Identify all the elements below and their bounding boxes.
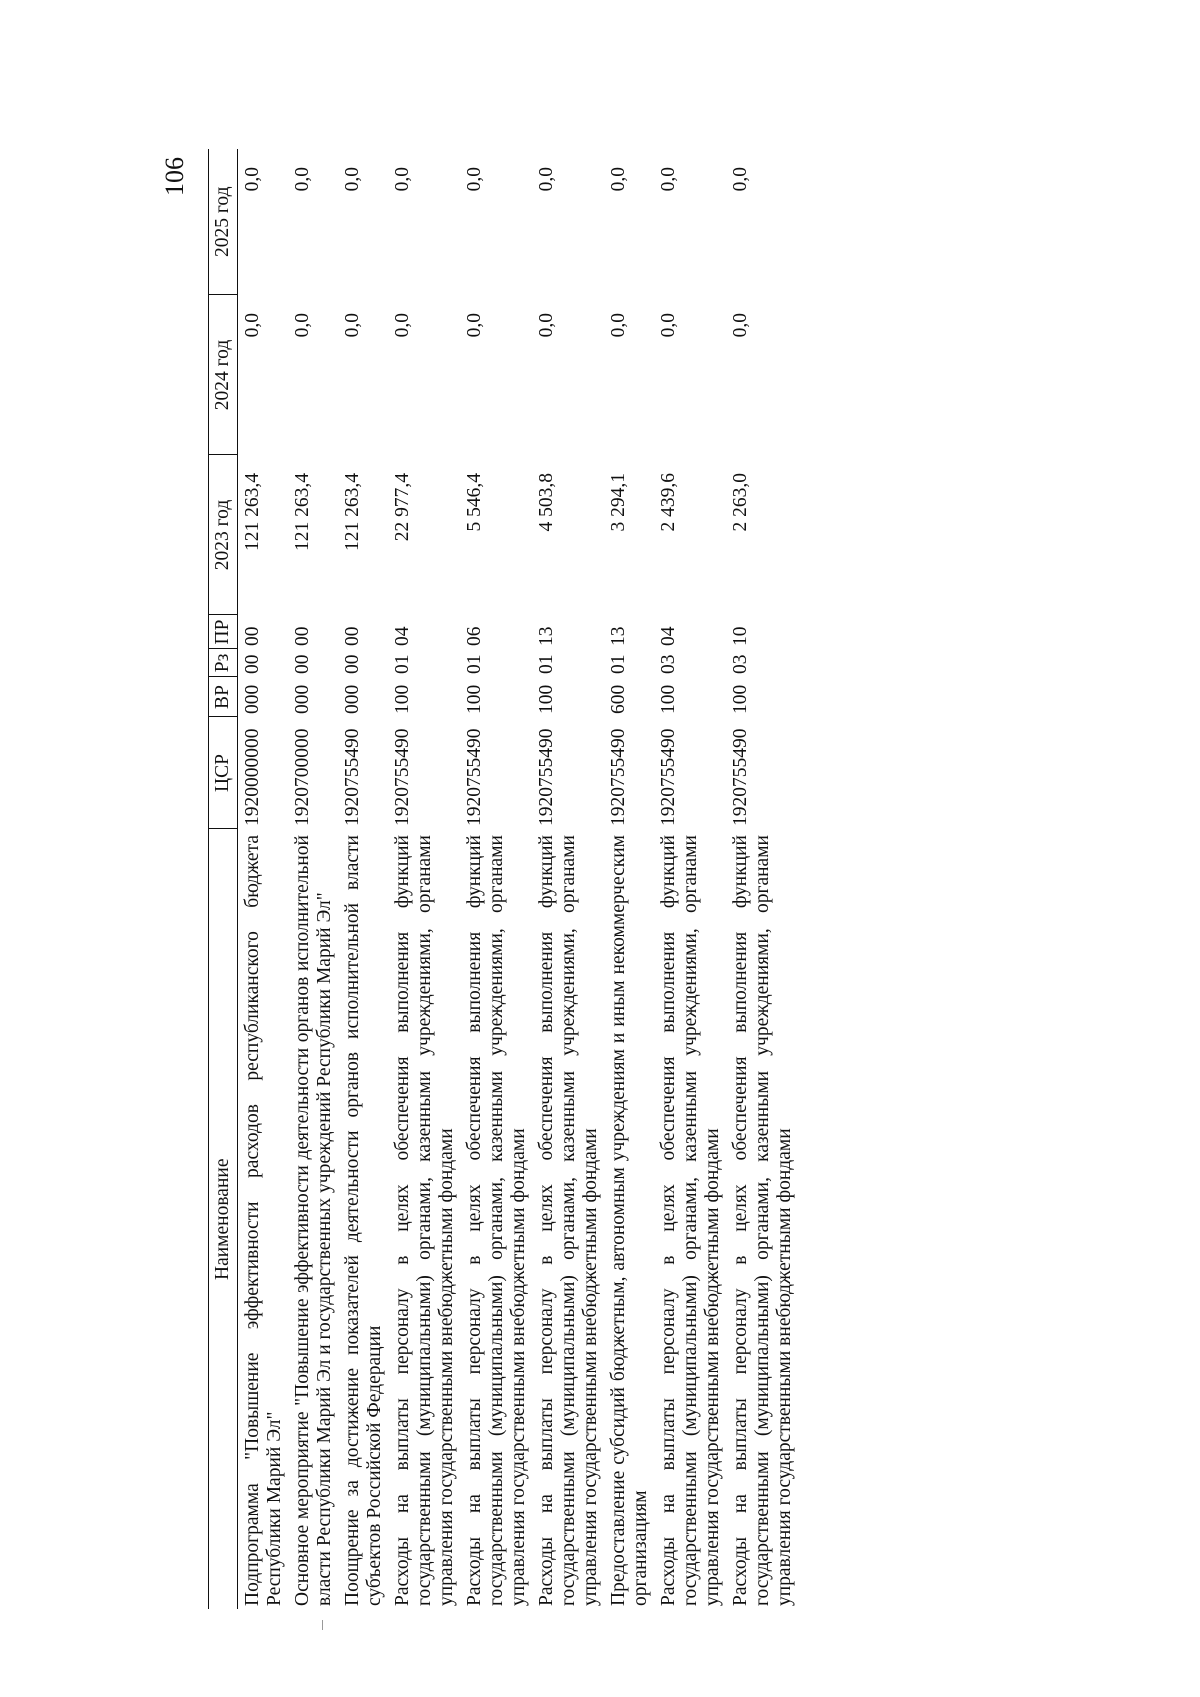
- header-name: Наименование: [209, 829, 238, 1609]
- row-2024: 0,0: [292, 313, 313, 338]
- row-2023: 22 977,4: [392, 473, 413, 542]
- table-row: [238, 149, 289, 1609]
- row-2023: 4 503,8: [536, 473, 557, 532]
- table-row: [604, 149, 654, 1609]
- row-2023: 5 546,4: [464, 473, 485, 532]
- budget-table: [208, 149, 798, 1609]
- row-rz: 00: [292, 654, 313, 674]
- row-pr: 00: [342, 626, 363, 646]
- document-page: [160, 149, 988, 1609]
- table-row: [532, 149, 604, 1609]
- row-name: Расходы на выплаты персоналу в целях обеспечения выполнения функций государственными (муниципальными) органами, казенными учреждениями, органами управления государственными внебюджетными фондами: [658, 835, 723, 1606]
- table-row: [288, 149, 338, 1609]
- row-vr: 000: [292, 684, 313, 714]
- row-2024: 0,0: [464, 313, 485, 338]
- page-number: 106: [160, 157, 189, 196]
- row-name: Поощрение за достижение показателей деятельности органов исполнительной власти субъектов Российской Федерации: [342, 835, 385, 1606]
- row-rz: 03: [658, 654, 679, 674]
- row-2024: 0,0: [536, 313, 557, 338]
- row-csr: 1920755490: [608, 728, 629, 826]
- row-2024: 0,0: [342, 313, 363, 338]
- row-name: Расходы на выплаты персоналу в целях обеспечения выполнения функций государственными (муниципальными) органами, казенными учреждениями, органами управления государственными внебюджетными фондами: [464, 835, 529, 1606]
- row-pr: 00: [292, 626, 313, 646]
- row-2023: 2 439,6: [658, 473, 679, 532]
- row-csr: 1920000000: [242, 728, 263, 826]
- row-2025: 0,0: [536, 167, 557, 192]
- row-2024: 0,0: [392, 313, 413, 338]
- table-row: [388, 149, 460, 1609]
- row-2024: 0,0: [730, 313, 751, 338]
- header-2025: 2025 год: [209, 149, 238, 295]
- row-2025: 0,0: [242, 167, 263, 192]
- row-vr: 100: [730, 684, 751, 714]
- row-pr: 10: [730, 626, 751, 646]
- table-header-row: [209, 149, 238, 1609]
- row-2023: 3 294,1: [608, 473, 629, 532]
- row-rz: 01: [608, 654, 629, 674]
- row-vr: 100: [536, 684, 557, 714]
- row-2025: 0,0: [730, 167, 751, 192]
- row-2025: 0,0: [608, 167, 629, 192]
- row-csr: 1920755490: [730, 728, 751, 826]
- row-2023: 121 263,4: [292, 473, 313, 551]
- row-vr: 100: [464, 684, 485, 714]
- row-csr: 1920755490: [392, 728, 413, 826]
- row-name: Расходы на выплаты персоналу в целях обеспечения выполнения функций государственными (муниципальными) органами, казенными учреждениями, органами управления государственными внебюджетными фондами: [730, 835, 795, 1606]
- row-pr: 04: [658, 626, 679, 646]
- row-2025: 0,0: [342, 167, 363, 192]
- row-rz: 01: [464, 654, 485, 674]
- row-2023: 121 263,4: [342, 473, 363, 551]
- row-csr: 1920755490: [342, 728, 363, 826]
- header-2024: 2024 год: [209, 295, 238, 455]
- header-rz: Рз: [209, 649, 238, 677]
- row-pr: 06: [464, 626, 485, 646]
- row-pr: 00: [242, 626, 263, 646]
- row-name: Основное мероприятие "Повышение эффективности деятельности органов исполнительной власти Республики Марий Эл и государственных учреждений Республики Марий Эл": [292, 835, 335, 1606]
- row-vr: 000: [242, 684, 263, 714]
- row-name: Подпрограмма "Повышение эффективности расходов республиканского бюджета Республики Марий Эл": [242, 835, 285, 1606]
- row-rz: 01: [392, 654, 413, 674]
- row-2025: 0,0: [658, 167, 679, 192]
- table-row: [460, 149, 532, 1609]
- row-2024: 0,0: [608, 313, 629, 338]
- row-pr: 13: [608, 626, 629, 646]
- header-vr: ВР: [209, 677, 238, 717]
- row-rz: 03: [730, 654, 751, 674]
- row-pr: 13: [536, 626, 557, 646]
- row-vr: 000: [342, 684, 363, 714]
- table-row: [654, 149, 726, 1609]
- row-csr: 1920755490: [536, 728, 557, 826]
- row-2025: 0,0: [392, 167, 413, 192]
- header-csr: ЦСР: [209, 717, 238, 829]
- row-rz: 00: [342, 654, 363, 674]
- row-vr: 100: [658, 684, 679, 714]
- row-2025: 0,0: [292, 167, 313, 192]
- row-vr: 600: [608, 684, 629, 714]
- row-2023: 2 263,0: [730, 473, 751, 532]
- header-2023: 2023 год: [209, 455, 238, 615]
- header-pr: ПР: [209, 615, 238, 649]
- row-vr: 100: [392, 684, 413, 714]
- row-2024: 0,0: [658, 313, 679, 338]
- row-name: Предоставление субсидий бюджетным, автономным учреждениям и иным некоммерческим организациям: [608, 835, 651, 1606]
- row-2023: 121 263,4: [242, 473, 263, 551]
- row-rz: 00: [242, 654, 263, 674]
- row-csr: 1920700000: [292, 728, 313, 826]
- table-row: [338, 149, 388, 1609]
- table-row: [726, 149, 798, 1609]
- row-csr: 1920755490: [658, 728, 679, 826]
- scan-artifact: [322, 1620, 323, 1630]
- row-name: Расходы на выплаты персоналу в целях обеспечения выполнения функций государственными (муниципальными) органами, казенными учреждениями, органами управления государственными внебюджетными фондами: [392, 835, 457, 1606]
- row-2025: 0,0: [464, 167, 485, 192]
- row-pr: 04: [392, 626, 413, 646]
- row-rz: 01: [536, 654, 557, 674]
- row-2024: 0,0: [242, 313, 263, 338]
- row-name: Расходы на выплаты персоналу в целях обеспечения выполнения функций государственными (муниципальными) органами, казенными учреждениями, органами управления государственными внебюджетными фондами: [536, 835, 601, 1606]
- row-csr: 1920755490: [464, 728, 485, 826]
